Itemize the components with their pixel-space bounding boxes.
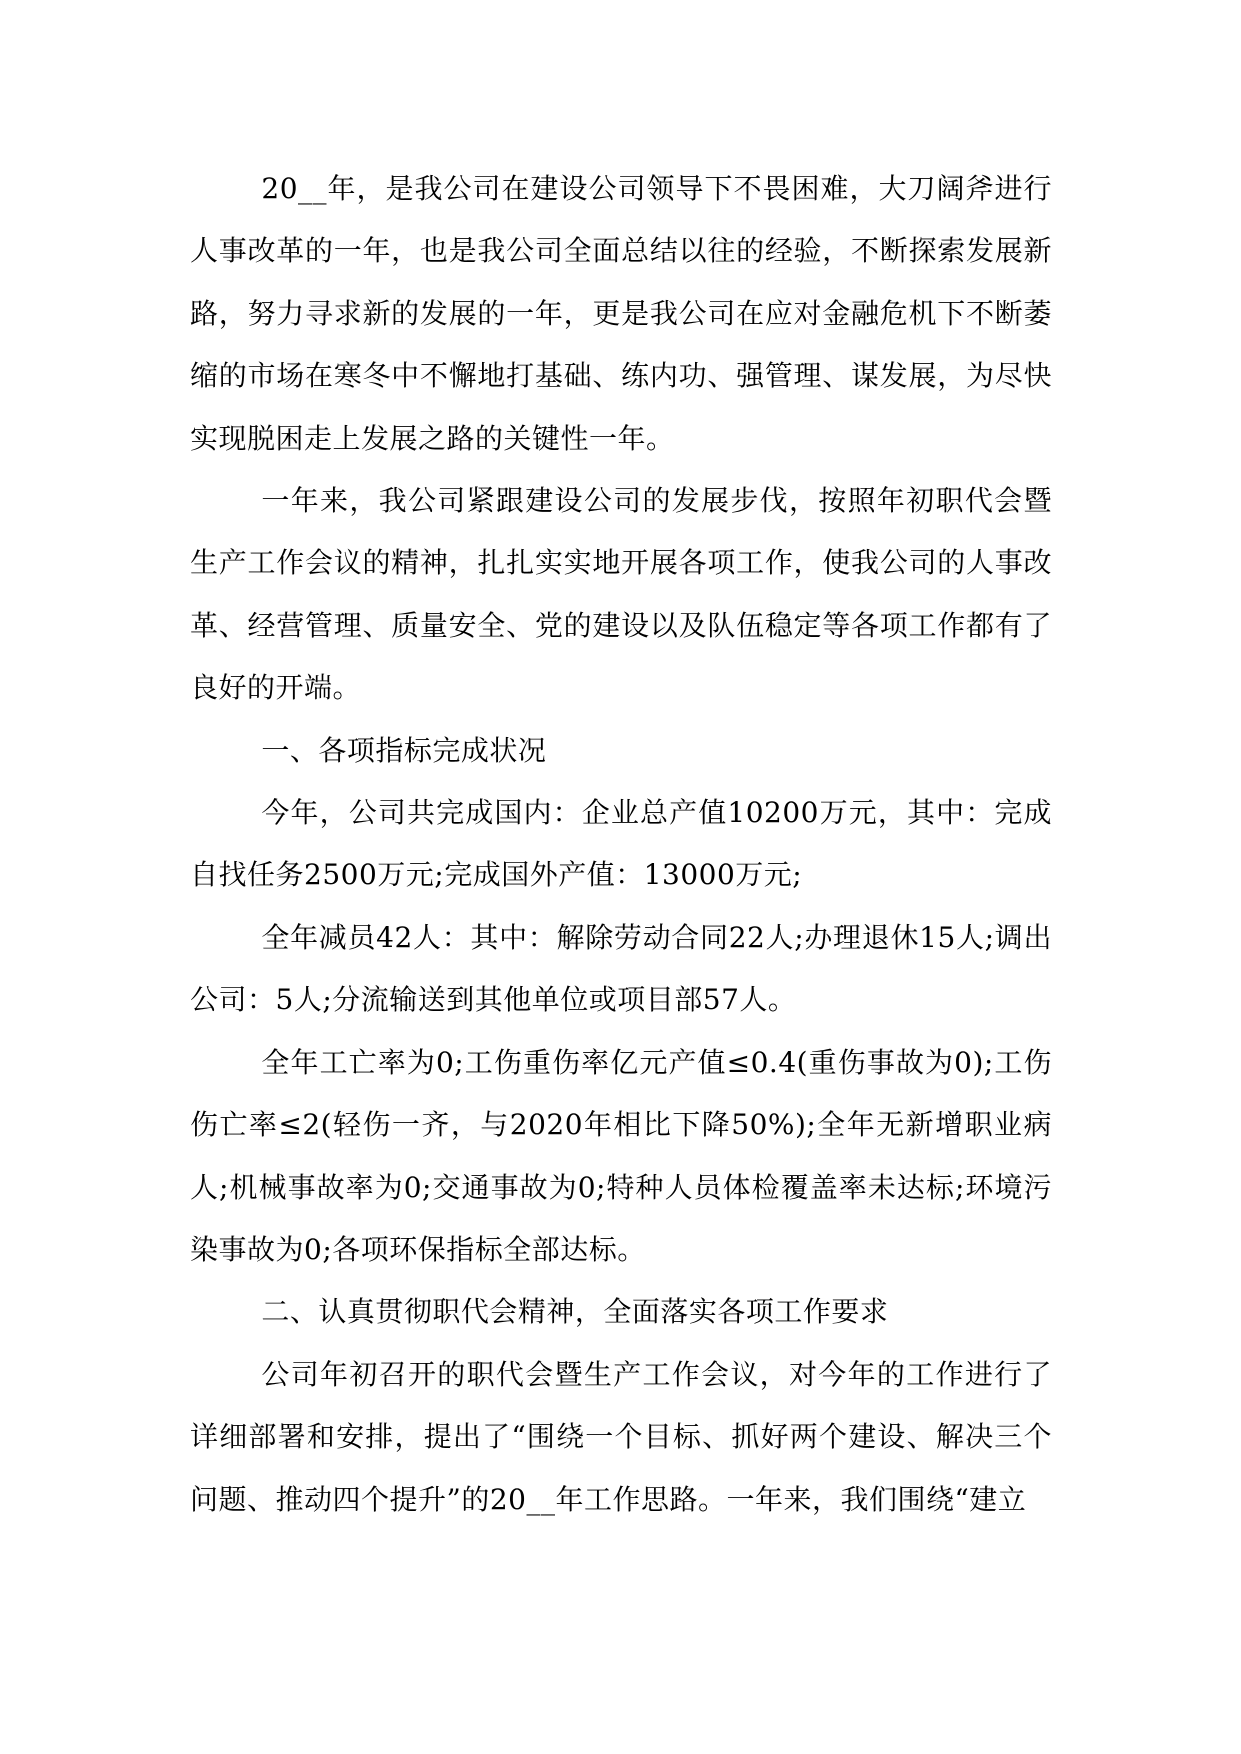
section-heading-implementation: 二、认真贯彻职代会精神，全面落实各项工作要求 <box>261 1295 889 1329</box>
staff-reduction-paragraph: 全年减员42人：其中：解除劳动合同22人;办理退休15人;调出公司：5人;分流输送到其他单位或项目部57人。 <box>190 920 1052 1017</box>
safety-indicators-paragraph: 全年工亡率为0;工伤重伤率亿元产值≤0.4(重伤事故为0);工伤伤亡率≤2(轻伤一齐，与2020年相比下降50%);全年无新增职业病人;机械事故率为0;交通事故为0;特种人员体检覆盖率未达标;环境污染事故为0;各项环保指标全部达标。 <box>190 1045 1052 1266</box>
output-value-paragraph: 今年，公司共完成国内：企业总产值10200万元，其中：完成自找任务2500万元;完成国外产值：13000万元; <box>190 796 1052 892</box>
section-heading-indicators: 一、各项指标完成状况 <box>261 733 547 767</box>
document-body <box>190 158 1052 1531</box>
work-plan-paragraph: 公司年初召开的职代会暨生产工作会议，对今年的工作进行了详细部署和安排，提出了“围绕一个目标、抓好两个建设、解决三个问题、推动四个提升”的20__年工作思路。一年来，我们围绕“建立 <box>190 1357 1052 1516</box>
intro-paragraph: 20__年，是我公司在建设公司领导下不畏困难，大刀阔斧进行人事改革的一年，也是我公司全面总结以往的经验，不断探索发展新路，努力寻求新的发展的一年，更是我公司在应对金融危机下不断萎缩的市场在寒冬中不懈地打基础、练内功、强管理、谋发展，为尽快实现脱困走上发展之路的关键性一年。 <box>190 172 1052 455</box>
summary-paragraph: 一年来，我公司紧跟建设公司的发展步伐，按照年初职代会暨生产工作会议的精神，扎扎实实地开展各项工作，使我公司的人事改革、经营管理、质量安全、党的建设以及队伍稳定等各项工作都有了良好的开端。 <box>190 484 1052 705</box>
